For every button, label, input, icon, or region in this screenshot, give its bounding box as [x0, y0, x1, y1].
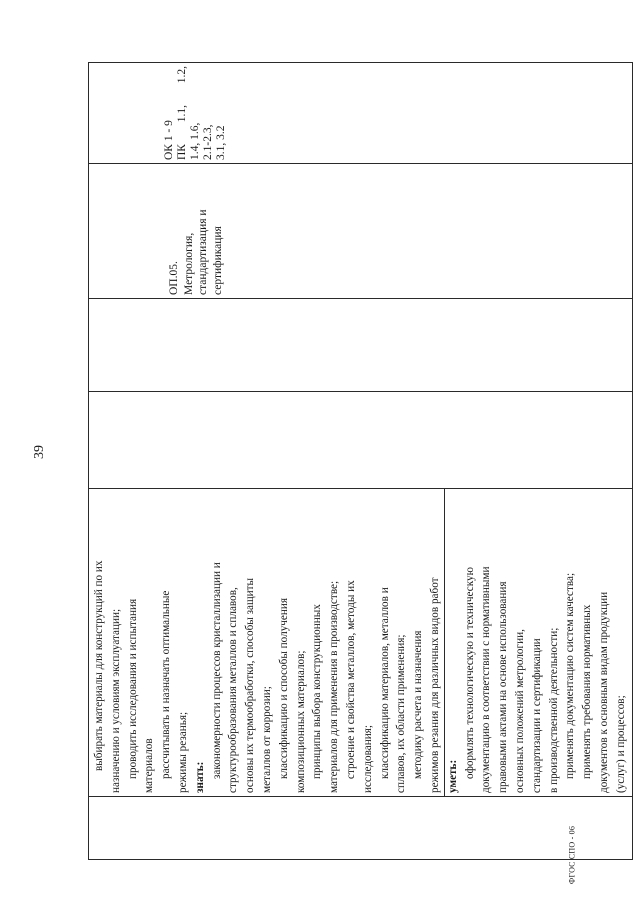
- discipline-code: ОП.05.: [168, 261, 180, 295]
- text-line: основных положений метрологии,: [513, 629, 526, 793]
- skills-knowledge-cell: [89, 489, 633, 797]
- discipline-cell: [89, 164, 633, 299]
- pk-row: [176, 66, 189, 160]
- text-line: правовыми актами на основе использования: [497, 581, 510, 793]
- pk-line: 2.1-2.3,: [202, 124, 214, 160]
- text-line: композиционных материалов;: [294, 650, 307, 793]
- text-line: классификацию материалов, металлов и: [378, 587, 391, 779]
- text-line: металлов от коррозии;: [260, 686, 273, 793]
- section-heading-can: уметь:: [446, 759, 459, 793]
- text-line: документов к основным видам продукции: [597, 591, 610, 793]
- text-line: стандартизации и сертификации: [530, 638, 543, 793]
- text-line: режимов резания для различных видов работ: [427, 489, 445, 796]
- text-line: назначению и условиям эксплуатации;: [109, 608, 122, 793]
- text-line: принципы выбора конструкционных: [311, 604, 324, 779]
- index-cell: [89, 797, 633, 860]
- pk-line: 3.1, 3.2: [215, 125, 227, 160]
- discipline-name-line: сертификация: [211, 226, 224, 295]
- text-line: методику расчета и назначения: [412, 630, 425, 779]
- text-line: (услуг) и процессов;: [614, 695, 627, 793]
- pk-line: 1.4, 1.6,: [189, 122, 201, 160]
- text-line: материалов для применения в производстве;: [328, 580, 341, 793]
- pk-label: ПК: [176, 144, 188, 160]
- text-line: сплавов, их области применения;: [395, 634, 408, 793]
- text-line: проводить исследования и испытания: [126, 598, 139, 779]
- section-heading-know: знать:: [193, 761, 206, 793]
- document-footer: ФГОС СПО - 06: [567, 825, 577, 885]
- hours-cell: [89, 392, 633, 489]
- text-line: рассчитывать и назначать оптимальные: [160, 590, 173, 779]
- competencies-cell: [89, 63, 633, 164]
- ok-competency: ОК 1 - 9: [163, 120, 175, 160]
- text-line: в производственной деятельности;: [547, 627, 560, 793]
- page-number: 39: [32, 445, 47, 459]
- discipline-name-line: стандартизация и: [197, 209, 209, 295]
- table-row: [89, 63, 633, 860]
- text-line: основы их термообработки, способы защиты: [244, 577, 257, 793]
- text-line: структурообразования металлов и сплавов,: [227, 587, 240, 793]
- hours-cell-2: [89, 299, 633, 392]
- text-line: применять документацию систем качества;: [564, 572, 577, 779]
- curriculum-table: [88, 62, 633, 860]
- text-line: исследования;: [361, 725, 374, 793]
- text-line: классификацию и способы получения: [277, 598, 290, 779]
- text-line: строение и свойства металлов, методы их: [344, 580, 357, 779]
- pk-value: 1.1,: [176, 105, 188, 123]
- text-line: режимы резанья;: [176, 711, 189, 793]
- discipline-name-line: Метрология,: [182, 232, 195, 295]
- pk-value: 1.2,: [176, 66, 188, 84]
- text-line: документацию в соответствии с нормативными: [480, 566, 493, 793]
- text-line: закономерности процессов кристаллизации и: [210, 562, 223, 779]
- text-line: применять требования нормативных: [581, 604, 594, 779]
- text-line: материалов: [143, 738, 156, 793]
- text-line: выбирать материалы для конструкций по их: [93, 560, 105, 771]
- text-line: оформлять технологическую и техническую: [463, 567, 476, 779]
